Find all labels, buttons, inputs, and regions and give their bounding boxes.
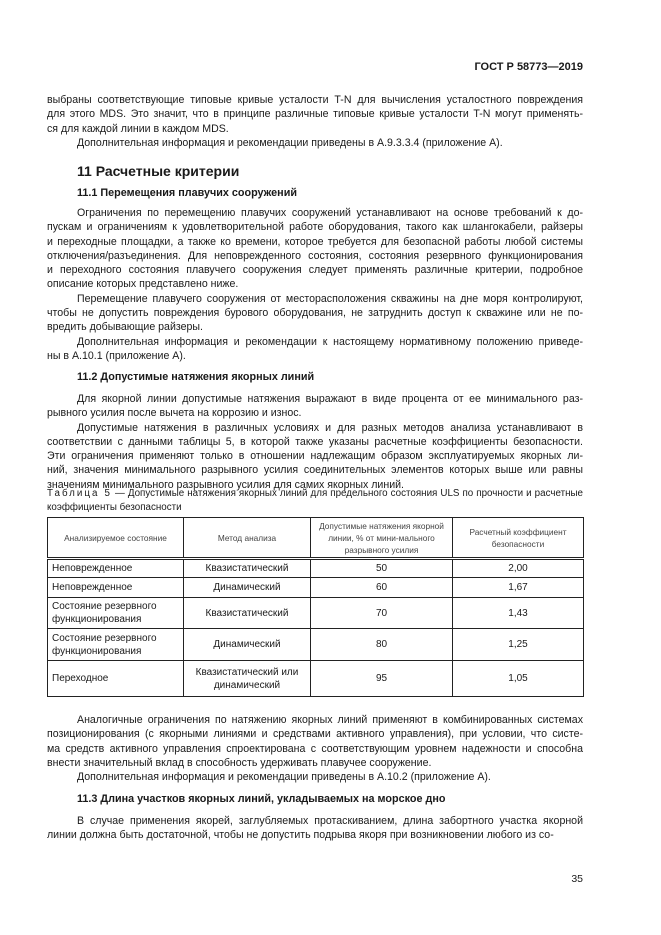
table-caption-line: Таблица 5 — Допустимые натяжения якорных линий для предельного состояния ULS по прочности и расчетные xyxy=(47,488,583,499)
paragraph-line: выбраны соответствующие типовые кривые усталости T-N для вычисления усталостного повреждения xyxy=(47,94,583,106)
paragraph-line: значениям минимального разрывного усилия для самих якорных линий. xyxy=(47,478,404,491)
subsection-11-2-after-table-text xyxy=(47,713,583,784)
paragraph-line: Ограничения по перемещению плавучих сооружений устанавливают на основе требований к до- xyxy=(77,207,583,219)
paragraph-line: Аналогичные ограничения по натяжению якорных линий применяют в комбинированных системах xyxy=(77,714,583,726)
intro-text xyxy=(47,93,583,150)
table-row xyxy=(48,661,584,697)
table-cell: 2,00 xyxy=(453,559,584,578)
paragraph-line: Дополнительная информация и рекомендации к настоящему нормативному положению приведе- xyxy=(77,335,583,348)
table-cell: Квазистатический xyxy=(184,598,311,629)
table-cell: Неповрежденное xyxy=(48,559,184,578)
paragraph-line: соответствии с данными таблицы 5, в которой также указаны расчетные коэффициенты безопасности. xyxy=(47,435,583,448)
table-cell: Переходное xyxy=(48,661,184,697)
table-header-row xyxy=(48,518,584,559)
paragraph-line: Допустимые натяжения в различных условиях и для разных методов анализа устанавливают в xyxy=(77,421,583,434)
table-cell: 70 xyxy=(311,598,453,629)
table-cell: 60 xyxy=(311,578,453,598)
column-header: Расчетный коэффициент безопасности xyxy=(453,518,584,559)
subsection-heading-11-3: 11.3 Длина участков якорных линий, укладываемых на морское дно xyxy=(77,793,446,805)
table-cell: Неповрежденное xyxy=(48,578,184,598)
paragraph-line: рывного усилия после вычета на коррозию и износ. xyxy=(47,407,302,420)
table-cell: Квазистатический xyxy=(184,559,311,578)
subsection-11-3-text xyxy=(47,814,583,843)
table-cell: Динамический xyxy=(184,578,311,598)
paragraph-line: Дополнительная информация и рекомендации приведены в А.10.2 (приложение А). xyxy=(77,771,491,784)
paragraph-line: Перемещение плавучего сооружения от месторасположения скважины на дне моря контролируют, xyxy=(77,292,583,305)
subsection-heading-11-2: 11.2 Допустимые натяжения якорных линий xyxy=(77,371,315,383)
paragraph-line: В случае применения якорей, заглубляемых протаскиванием, длина забортного участка якорной xyxy=(77,815,583,827)
paragraph-line: отключения/разъединения. Для неповрежденного состояния, состояния резервного функционирования xyxy=(47,249,583,262)
table-cell: Динамический xyxy=(184,629,311,661)
paragraph-line: ны в А.10.1 (приложение А). xyxy=(47,349,186,362)
table-cell: 1,05 xyxy=(453,661,584,697)
paragraph-line: описание которых представлено ниже. xyxy=(47,278,239,291)
table-row xyxy=(48,629,584,661)
table-cell: 95 xyxy=(311,661,453,697)
table-row xyxy=(48,598,584,629)
paragraph-line: и переходного состояния плавучего сооружения следует применять различные критерии, подробное xyxy=(47,264,583,277)
paragraph-line: ма средств активного управления спроектирована с соответствующим уровнем надежности и способна xyxy=(47,742,583,755)
table-cell: 1,25 xyxy=(453,629,584,661)
table-cell: 1,43 xyxy=(453,598,584,629)
paragraph-line: для этого MDS. Это значит, что в принципе различные типовые кривые усталости T-N могут применять- xyxy=(47,108,583,121)
table-cell: 80 xyxy=(311,629,453,661)
page-number: 35 xyxy=(571,873,583,885)
paragraph-line: ний, значения минимального разрывного усилия соединительных элементов которых выше или равны xyxy=(47,464,583,477)
table-cell: 1,67 xyxy=(453,578,584,598)
table-cell: Состояние резервного функционирования xyxy=(48,598,184,629)
paragraph-line: Для якорной линии допустимые натяжения выражают в виде процента от ее минимального раз- xyxy=(77,393,583,405)
paragraph-line: вредить добывающие райзеры. xyxy=(47,321,203,334)
section-heading: 11 Расчетные критерии xyxy=(77,163,240,179)
subsection-heading-11-1: 11.1 Перемещения плавучих сооружений xyxy=(77,187,297,199)
table-row xyxy=(48,578,584,598)
paragraph-line: чтобы не допустить повреждения бурового оборудования, не затруднить доступ к скважине или не по- xyxy=(47,307,583,320)
column-header: Метод анализа xyxy=(184,518,311,559)
table-caption-line: коэффициенты безопасности xyxy=(47,502,182,513)
table-cell: Состояние резервного функционирования xyxy=(48,629,184,661)
table-cell: Квазистатический или динамический xyxy=(184,661,311,697)
table-cell: 50 xyxy=(311,559,453,578)
subsection-11-1-text xyxy=(47,206,583,363)
paragraph-line: пускам и ограничениям к удовлетворительной работе оборудования, такого как шлангокабели, райзеры xyxy=(47,221,583,234)
paragraph-line: Эти ограничения применяют только в отношении надлежащим образом эксплуатируемых якорных ли- xyxy=(47,450,583,463)
table-caption xyxy=(47,487,583,515)
table-caption-label: Таблица 5 xyxy=(47,488,112,499)
column-header: Анализируемое состояние xyxy=(48,518,184,559)
document-number-header: ГОСТ Р 58773—2019 xyxy=(474,61,583,73)
tension-limits-table xyxy=(47,517,584,697)
paragraph-line: и переходные площадки, а также ко времени, которое требуется для безопасной работы любой системы xyxy=(47,235,583,248)
paragraph-line: Дополнительная информация и рекомендации приведены в А.9.3.3.4 (приложение А). xyxy=(77,136,503,149)
paragraph-line: линии должна быть достаточной, чтобы не допустить подрыва якоря при возникновении любого из со- xyxy=(47,829,554,842)
paragraph-line: внести значительный вклад в способность удерживать плавучее сооружение. xyxy=(47,756,432,769)
paragraph-line: ся для каждой линии в каждом MDS. xyxy=(47,122,229,135)
table-row xyxy=(48,559,584,578)
paragraph-line: позиционирования (с якорными линиями и средствами активного управления), при условии, что систе- xyxy=(47,728,583,741)
column-header: Допустимые натяжения якорной линии, % от мини-мального разрывного усилия xyxy=(311,518,453,559)
subsection-11-2-text xyxy=(47,392,583,492)
